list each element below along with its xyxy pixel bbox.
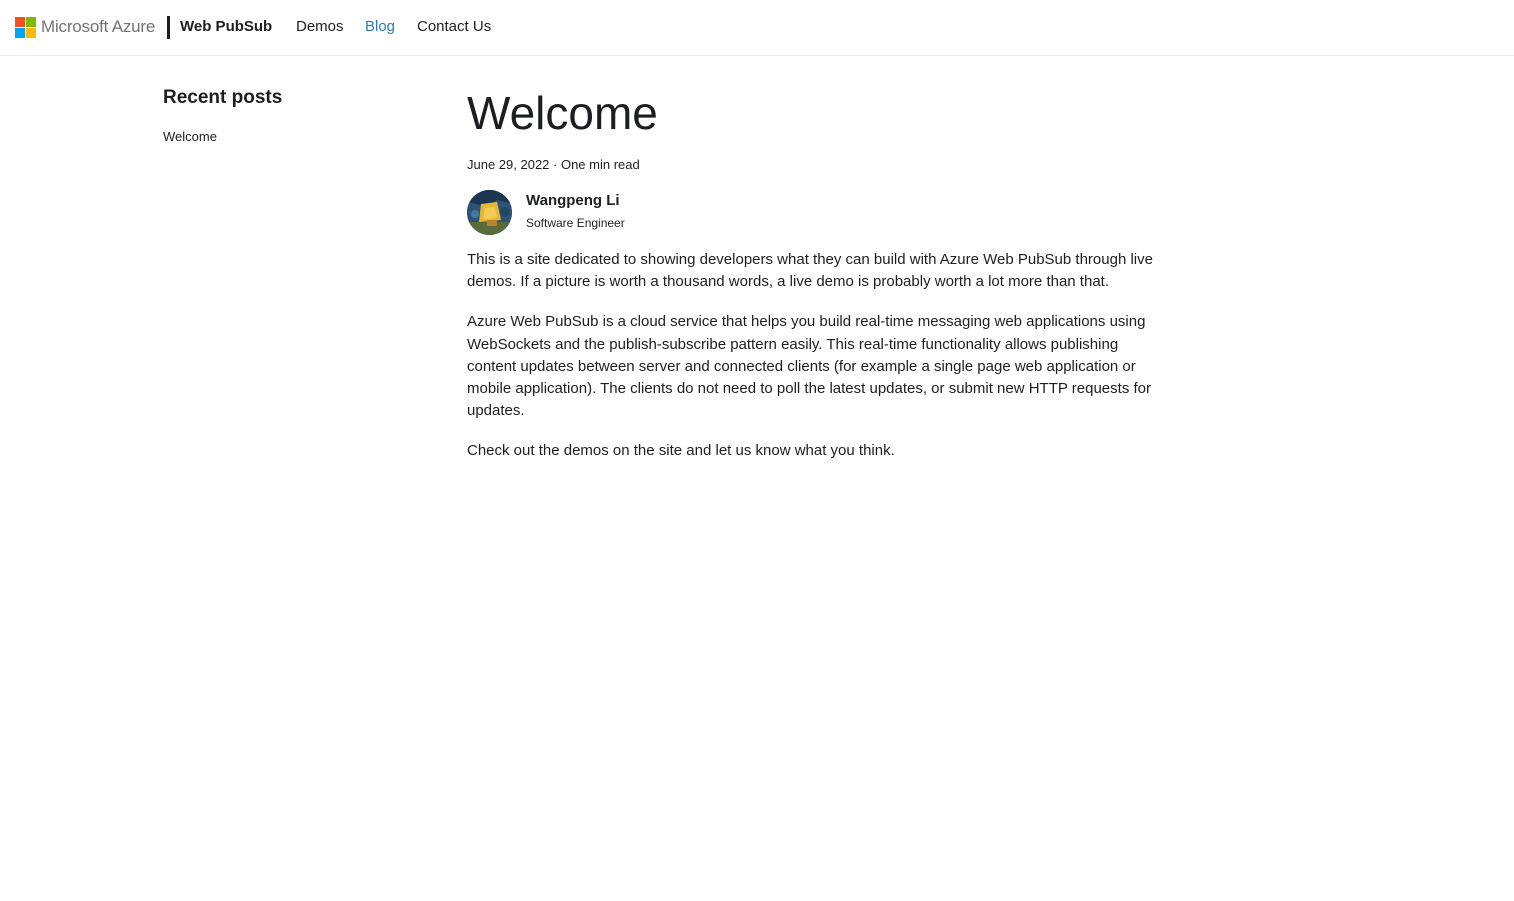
- logo-square-green: [26, 17, 36, 27]
- brand-divider: [167, 16, 170, 39]
- logo-square-blue: [15, 28, 25, 38]
- top-navbar: [0, 0, 1514, 56]
- microsoft-logo-icon: [15, 17, 36, 38]
- post-paragraph: Azure Web PubSub is a cloud service that helps you build real-time messaging web applications using WebSockets and the publish-subscribe pattern easily. This real-time functionality allows publishing content updates between server and connected clients (for example a single page web application or mobile application). The clients do not need to poll the latest updates, or submit new HTTP requests for updates.: [467, 313, 1151, 420]
- nav-link-contact-us[interactable]: Contact Us: [417, 18, 492, 35]
- post-title: Welcome: [467, 87, 658, 139]
- author-name[interactable]: Wangpeng Li: [526, 192, 620, 209]
- author-avatar[interactable]: [467, 190, 512, 235]
- product-name-link[interactable]: Web PubSub: [180, 18, 273, 35]
- sidebar-item-welcome[interactable]: Welcome: [163, 129, 217, 144]
- microsoft-azure-logo-link[interactable]: [15, 16, 155, 38]
- author-role: Software Engineer: [526, 216, 625, 230]
- brand-text: Microsoft Azure: [41, 17, 156, 36]
- post-paragraph: This is a site dedicated to showing developers what they can build with Azure Web PubSub through live demos. If a picture is worth a thousand words, a live demo is probably worth a lot more than that.: [467, 251, 1153, 291]
- logo-square-yellow: [26, 28, 36, 38]
- post-paragraph: Check out the demos on the site and let us know what you think.: [467, 442, 895, 460]
- nav-link-blog[interactable]: Blog: [365, 18, 396, 35]
- author-avatar-icon: [467, 190, 512, 235]
- sidebar-title: Recent posts: [163, 87, 283, 108]
- logo-square-red: [15, 17, 25, 27]
- post-body: [467, 249, 1157, 481]
- nav-link-demos[interactable]: Demos: [296, 18, 344, 35]
- post-meta: June 29, 2022 · One min read: [467, 157, 640, 172]
